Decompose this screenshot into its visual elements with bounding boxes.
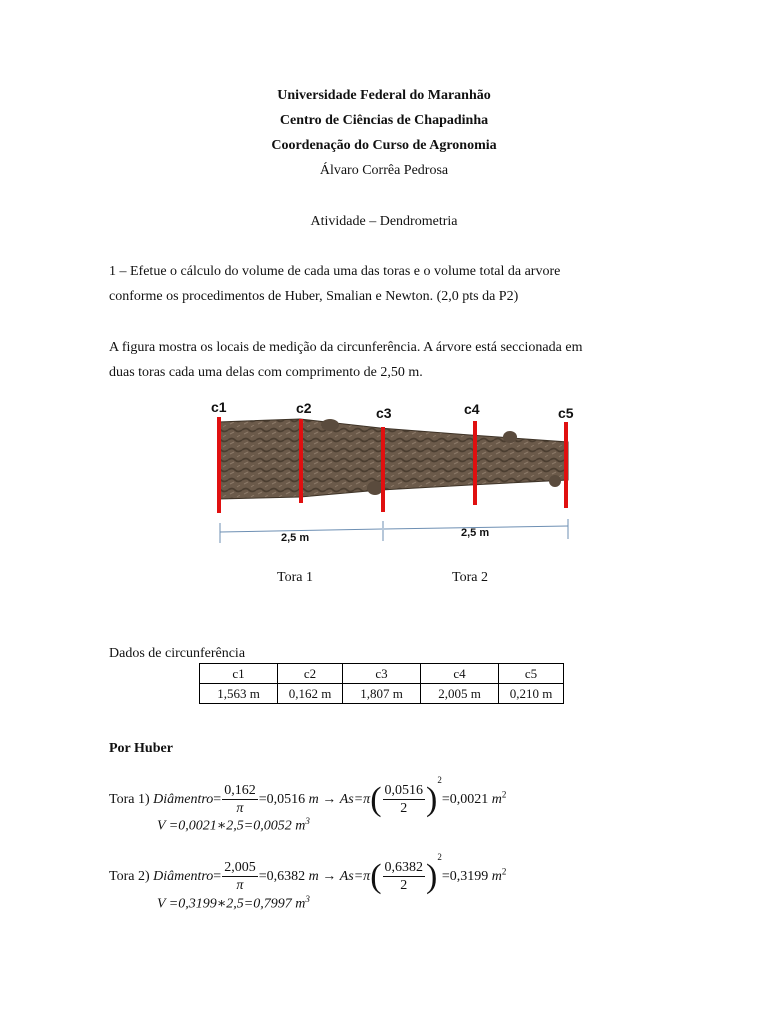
table-cell: 1,563 m xyxy=(200,684,278,704)
table-header-cell: c3 xyxy=(343,664,421,684)
table-cell: 0,162 m xyxy=(278,684,343,704)
table-header-cell: c5 xyxy=(499,664,564,684)
diameter-label: Diâmentro xyxy=(153,869,214,884)
huber-tora1-volume: V =0,0021∗2,5=0,0052 $m^3$ xyxy=(157,816,310,834)
center-name: Centro de Ciências de Chapadinha xyxy=(279,113,489,128)
table-header-row xyxy=(200,664,564,684)
area-fraction: $\frac{0,0516}{2}$ xyxy=(384,783,424,817)
figure-text-line-1: A figura mostra os locais de medição da circunferência. A árvore está seccionada em xyxy=(109,340,583,355)
label-c1: c1 xyxy=(211,399,227,415)
table-cell: 0,210 m xyxy=(499,684,564,704)
tora1-prefix: Tora 1) xyxy=(109,792,150,807)
huber-tora1-equation: Tora 1) Diâmentro= $\frac{0,162}{\pi}$ =0,0516 m → As=π( $\frac{0,0516}{2}$ )$^2$=0,0021 $m^2$ xyxy=(109,775,507,818)
label-c3: c3 xyxy=(376,405,392,421)
diameter-fraction: $\frac{2,005}{\pi}$ xyxy=(224,860,256,894)
question-line-1: 1 – Efetue o cálculo do volume de cada uma das toras e o volume total da arvore xyxy=(109,264,561,279)
log-shape xyxy=(218,419,568,499)
course-name: Coordenação do Curso de Agronomia xyxy=(271,138,497,153)
author-name: Álvaro Corrêa Pedrosa xyxy=(319,163,449,178)
table-header-cell: c1 xyxy=(200,664,278,684)
huber-heading: Por Huber xyxy=(109,741,173,756)
label-c5: c5 xyxy=(558,405,574,421)
dimension-lines xyxy=(220,519,568,543)
university-name: Universidade Federal do Maranhão xyxy=(277,88,491,103)
dimension-label-2: 2,5 m xyxy=(461,527,490,539)
activity-title: Atividade – Dendrometria xyxy=(310,214,458,229)
tora-1-label: Tora 1 xyxy=(277,570,313,585)
table-header-cell: c4 xyxy=(421,664,499,684)
table-caption: Dados de circunferência xyxy=(109,646,246,661)
diameter-fraction: $\frac{0,162}{\pi}$ xyxy=(224,783,256,817)
table-cell: 2,005 m xyxy=(421,684,499,704)
table-header-cell: c2 xyxy=(278,664,343,684)
circumference-table xyxy=(199,663,564,704)
huber-tora2-equation: Tora 2) Diâmentro= $\frac{2,005}{\pi}$ =0,6382 m → As=π( $\frac{0,6382}{2}$ )$^2$=0,3199 $m^2$ xyxy=(109,852,507,895)
label-c2: c2 xyxy=(296,400,312,416)
tora2-prefix: Tora 2) xyxy=(109,869,150,884)
table-row xyxy=(200,684,564,704)
question-line-2: conforme os procedimentos de Huber, Smalian e Newton. (2,0 pts da P2) xyxy=(109,289,519,304)
dimension-label-1: 2,5 m xyxy=(281,532,310,544)
label-c4: c4 xyxy=(464,401,480,417)
table-cell: 1,807 m xyxy=(343,684,421,704)
diameter-label: Diâmentro xyxy=(153,792,214,807)
huber-tora2-volume: V =0,3199∗2,5=0,7997 $m^3$ xyxy=(157,894,310,912)
tree-log-figure xyxy=(200,395,590,555)
area-fraction: $\frac{0,6382}{2}$ xyxy=(384,860,424,894)
figure-text-line-2: duas toras cada uma delas com comprimento de 2,50 m. xyxy=(109,365,423,380)
tora-2-label: Tora 2 xyxy=(452,570,488,585)
